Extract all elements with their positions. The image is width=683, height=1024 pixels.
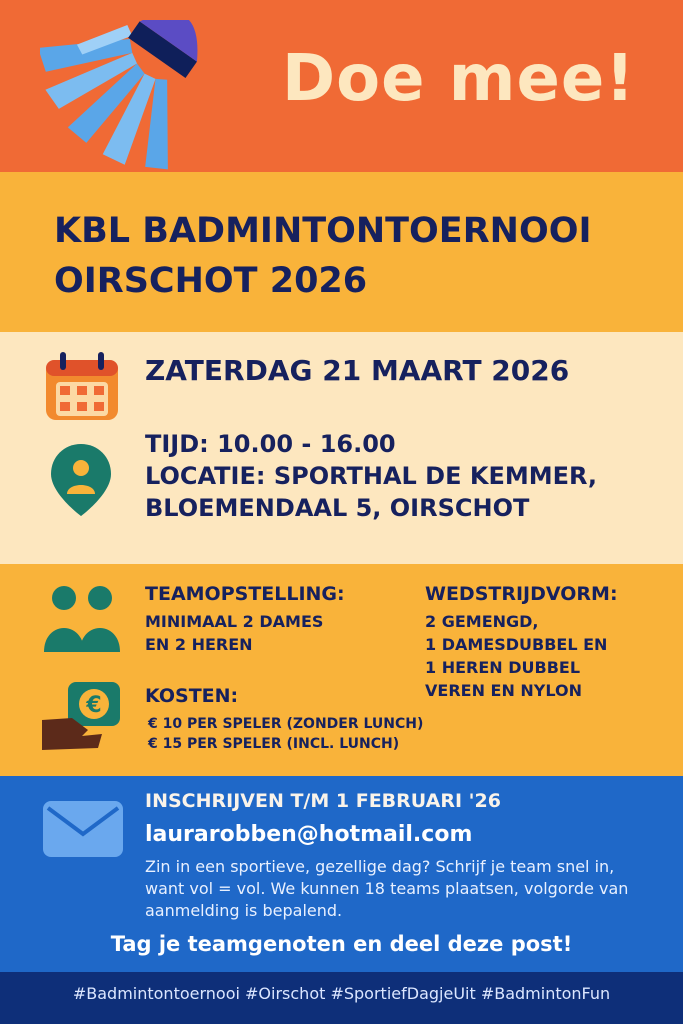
svg-text:€: €	[86, 693, 102, 718]
title-line-2: OIRSCHOT 2026	[54, 261, 368, 301]
event-location-2: BLOEMENDAAL 5, OIRSCHOT	[145, 494, 530, 522]
event-details	[145, 428, 597, 524]
team-line-2: EN 2 HEREN	[145, 635, 253, 654]
shuttlecock-icon	[40, 20, 250, 210]
costs-line-2: € 15 PER SPELER (INCL. LUNCH)	[148, 736, 400, 752]
costs-line-1: € 10 PER SPELER (ZONDER LUNCH)	[148, 716, 424, 732]
title-line-1: KBL BADMINTONTOERNOOI	[54, 211, 592, 251]
event-date: ZATERDAG 21 MAART 2026	[145, 354, 570, 387]
share-cta: Tag je teamgenoten en deel deze post!	[110, 932, 573, 956]
calendar-icon	[44, 352, 120, 422]
format-heading: WEDSTRIJDVORM:	[425, 583, 618, 605]
call-to-action: Doe mee!	[282, 42, 636, 116]
event-time: TIJD: 10.00 - 16.00	[145, 430, 396, 458]
location-pin-icon	[48, 442, 114, 518]
hashtags: #Badmintontoernooi #Oirschot #SportiefDagjeUit #BadmintonFun	[72, 984, 611, 1003]
team-details	[145, 610, 323, 656]
costs-heading: KOSTEN:	[145, 685, 239, 707]
registration-heading: INSCHRIJVEN T/M 1 FEBRUARI '26	[145, 790, 501, 812]
format-line-3: 1 HEREN DUBBEL	[425, 658, 581, 677]
format-line-4: VEREN EN NYLON	[425, 681, 583, 700]
team-icon	[42, 582, 122, 654]
euro-money-icon	[42, 680, 124, 754]
costs-details	[148, 714, 423, 754]
page-title	[54, 206, 674, 306]
format-line-1: 2 GEMENGD,	[425, 612, 539, 631]
format-line-2: 1 DAMESDUBBEL EN	[425, 635, 608, 654]
mail-icon	[42, 800, 124, 858]
team-line-1: MINIMAAL 2 DAMES	[145, 612, 324, 631]
email-link[interactable]: laurarobben@hotmail.com	[145, 822, 473, 847]
team-heading: TEAMOPSTELLING:	[145, 583, 345, 605]
event-location-1: LOCATIE: SPORTHAL DE KEMMER,	[145, 462, 598, 490]
registration-body: Zin in een sportieve, gezellige dag? Schrijf je team snel in, want vol = vol. We kunnen 18 teams plaatsen, volgorde van aanmelding is bepalend.	[145, 857, 629, 920]
format-details	[425, 610, 607, 702]
